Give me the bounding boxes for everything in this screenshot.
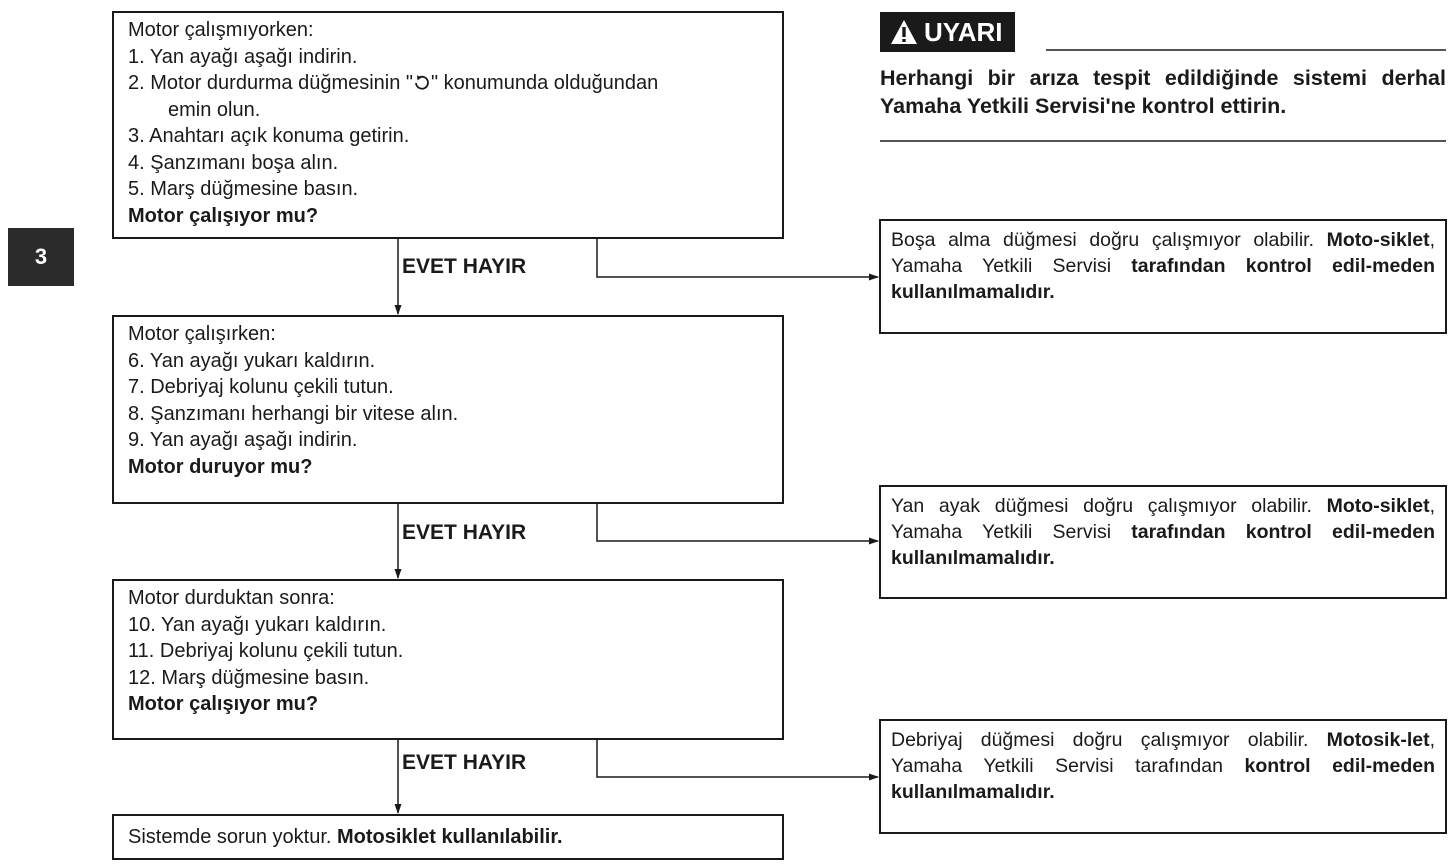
step2-question: Motor duruyor mu?	[128, 455, 313, 478]
final-text: Sistemde sorun yoktur. Motosiklet kullanılabilir.	[128, 826, 563, 848]
step3-question: Motor çalışıyor mu?	[128, 693, 319, 715]
message-box-2: Yan ayak düğmesi doğru çalışmıyor olabilir. Moto-siklet, Yamaha Yetkili Servisi tarafından kontrol edil-meden kullanılmamalıdır.	[879, 485, 1447, 599]
step3-heading: Motor durduktan sonra:	[128, 587, 335, 609]
step2-item-8: 8. Şanzımanı herhangi bir vitese alın.	[128, 402, 459, 425]
step2-heading: Motor çalışırken:	[128, 323, 276, 345]
message-box-1: Boşa alma düğmesi doğru çalışmıyor olabilir. Moto-siklet, Yamaha Yetkili Servisi tarafından kontrol edil-meden kullanılmamalıdır.	[879, 219, 1447, 334]
branch-no-2: HAYIR	[462, 521, 527, 544]
step2-item-6: 6. Yan ayağı yukarı kaldırın.	[128, 349, 376, 372]
message-box-3: Debriyaj düğmesi doğru çalışmıyor olabilir. Motosik-let, Yamaha Yetkili Servisi tarafından kontrol edil-meden kullanılmamalıdır.	[879, 719, 1447, 834]
step2-item-9: 9. Yan ayağı aşağı indirin.	[128, 429, 358, 451]
branch-yes-3: EVET	[402, 751, 457, 774]
step1-item-1: 1. Yan ayağı aşağı indirin.	[128, 45, 358, 68]
step3-item-11: 11. Debriyaj kolunu çekili tutun.	[128, 640, 404, 662]
step1-item-4: 4. Şanzımanı boşa alın.	[128, 151, 339, 174]
no-arrow-2	[597, 504, 878, 541]
step1-heading: Motor çalışmıyorken:	[128, 19, 314, 41]
step1-question: Motor çalışıyor mu?	[128, 204, 319, 227]
branch-no-1: HAYIR	[462, 255, 527, 278]
branch-yes-2: EVET	[402, 521, 457, 544]
step1-item-5: 5. Marş düğmesine basın.	[128, 178, 359, 200]
step1-item-2: 2. Motor durdurma düğmesinin " " konumunda olduğundan	[128, 72, 659, 94]
no-arrow-3	[597, 740, 878, 777]
chapter-number: 3	[34, 244, 48, 269]
step3-item-10: 10. Yan ayağı yukarı kaldırın.	[128, 613, 387, 636]
step3-item-12: 12. Marş düğmesine basın.	[128, 666, 370, 689]
branch-no-3: HAYIR	[462, 751, 527, 774]
warning-label: UYARI	[924, 16, 1003, 47]
warning-text: Herhangi bir arıza tespit edildiğinde sistemi derhal Yamaha Yetkili Servisi'ne kontrol ettirin.	[880, 66, 1446, 118]
no-arrow-1	[597, 239, 878, 277]
step1-item-2-cont: emin olun.	[168, 98, 261, 121]
branch-yes-1: EVET	[402, 255, 457, 278]
step1-item-3: 3. Anahtarı açık konuma getirin.	[128, 125, 410, 147]
step2-item-7: 7. Debriyaj kolunu çekili tutun.	[128, 376, 394, 398]
